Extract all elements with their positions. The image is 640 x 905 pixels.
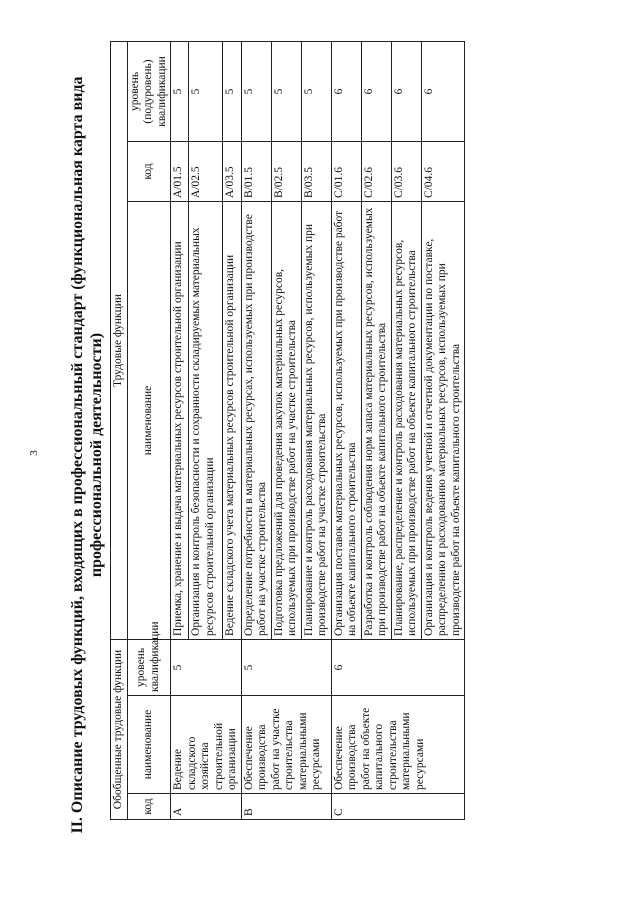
title-line-2: профессиональной деятельности) — [88, 332, 105, 578]
function-code: C/02.6 — [361, 141, 391, 201]
header-level: уровень квалификации — [127, 639, 171, 695]
function-level: 6 — [331, 41, 361, 141]
function-code: A/02.5 — [189, 141, 223, 201]
function-level: 5 — [223, 41, 241, 141]
function-name: Планирование и контроль расходования материальных ресурсов, используемых при производстве работ на участке строительства — [301, 201, 331, 639]
header-row-2 — [127, 41, 171, 819]
function-code: B/03.5 — [301, 141, 331, 201]
function-code: B/01.5 — [241, 141, 271, 201]
header-code: код — [127, 794, 171, 820]
header-function-name: наименование — [127, 201, 171, 639]
function-name: Ведение складского учета материальных ресурсов строительной организации — [223, 201, 241, 639]
function-level: 5 — [241, 41, 271, 141]
group-level: 5 — [241, 639, 331, 695]
header-row-1 — [111, 41, 128, 819]
header-name: наименование — [127, 696, 171, 794]
function-code: A/03.5 — [223, 141, 241, 201]
function-level: 5 — [271, 41, 301, 141]
function-code: B/02.5 — [271, 141, 301, 201]
title-line-1: II. Описание трудовых функций, входящих в профессиональный стандарт (функциональная карта вида — [69, 76, 86, 834]
function-name: Организация и контроль безопасности и сохранности складируемых материальных ресурсов строительной организации — [189, 201, 223, 639]
group-name: Ведение складского хозяйства строительной организации — [171, 696, 242, 794]
table-row — [171, 41, 189, 819]
function-name: Разработка и контроль соблюдения норм запаса материальных ресурсов, используемых при производстве работ на объекте капитального строительства — [361, 201, 391, 639]
header-function-code: код — [127, 141, 171, 201]
group-code: A — [171, 794, 242, 820]
header-sublevel: уровень (подуровень) квалификации — [127, 41, 171, 141]
group-level: 5 — [171, 639, 242, 695]
document-title — [68, 75, 106, 835]
function-name: Определение потребности в материальных ресурсах, используемых при производстве работ на участке строительства — [241, 201, 271, 639]
function-level: 5 — [301, 41, 331, 141]
group-level: 6 — [331, 639, 465, 695]
function-name: Организация поставок материальных ресурсов, используемых при производстве работ на объекте капитального строительства — [331, 201, 361, 639]
function-code: C/04.6 — [421, 141, 465, 201]
function-level: 6 — [361, 41, 391, 141]
table-row — [241, 41, 271, 819]
function-level: 5 — [171, 41, 189, 141]
function-name: Приемка, хранение и выдача материальных ресурсов строительной организации — [171, 201, 189, 639]
group-code: C — [331, 794, 465, 820]
page-number: 3 — [27, 450, 40, 456]
function-name: Планирование, распределение и контроль расходования материальных ресурсов, используемых при производстве работ на объекте капитального строительства — [391, 201, 421, 639]
header-labor-functions: Трудовые функции — [111, 41, 128, 639]
functional-map-table — [110, 41, 465, 820]
function-name: Организация и контроль ведения учетной и отчетной документации по поставке, распределению и расходованию материальных ресурсов, используемых при производстве работ на объекте капитального строительства — [421, 201, 465, 639]
group-name: Обеспечение производства работ на объекте капитального строительства материальными ресурсами — [331, 696, 465, 794]
function-level: 5 — [189, 41, 223, 141]
function-code: A/01.5 — [171, 141, 189, 201]
header-generalized-functions: Обобщенные трудовые функции — [111, 639, 128, 819]
function-code: C/03.6 — [391, 141, 421, 201]
group-code: B — [241, 794, 331, 820]
function-level: 6 — [391, 41, 421, 141]
group-name: Обеспечение производства работ на участке строительства материальными ресурсами — [241, 696, 331, 794]
table-row — [331, 41, 361, 819]
function-code: C/01.6 — [331, 141, 361, 201]
function-name: Подготовка предложений для проведения закупок материальных ресурсов, используемых при производстве работ на участке строительства — [271, 201, 301, 639]
function-level: 6 — [421, 41, 465, 141]
